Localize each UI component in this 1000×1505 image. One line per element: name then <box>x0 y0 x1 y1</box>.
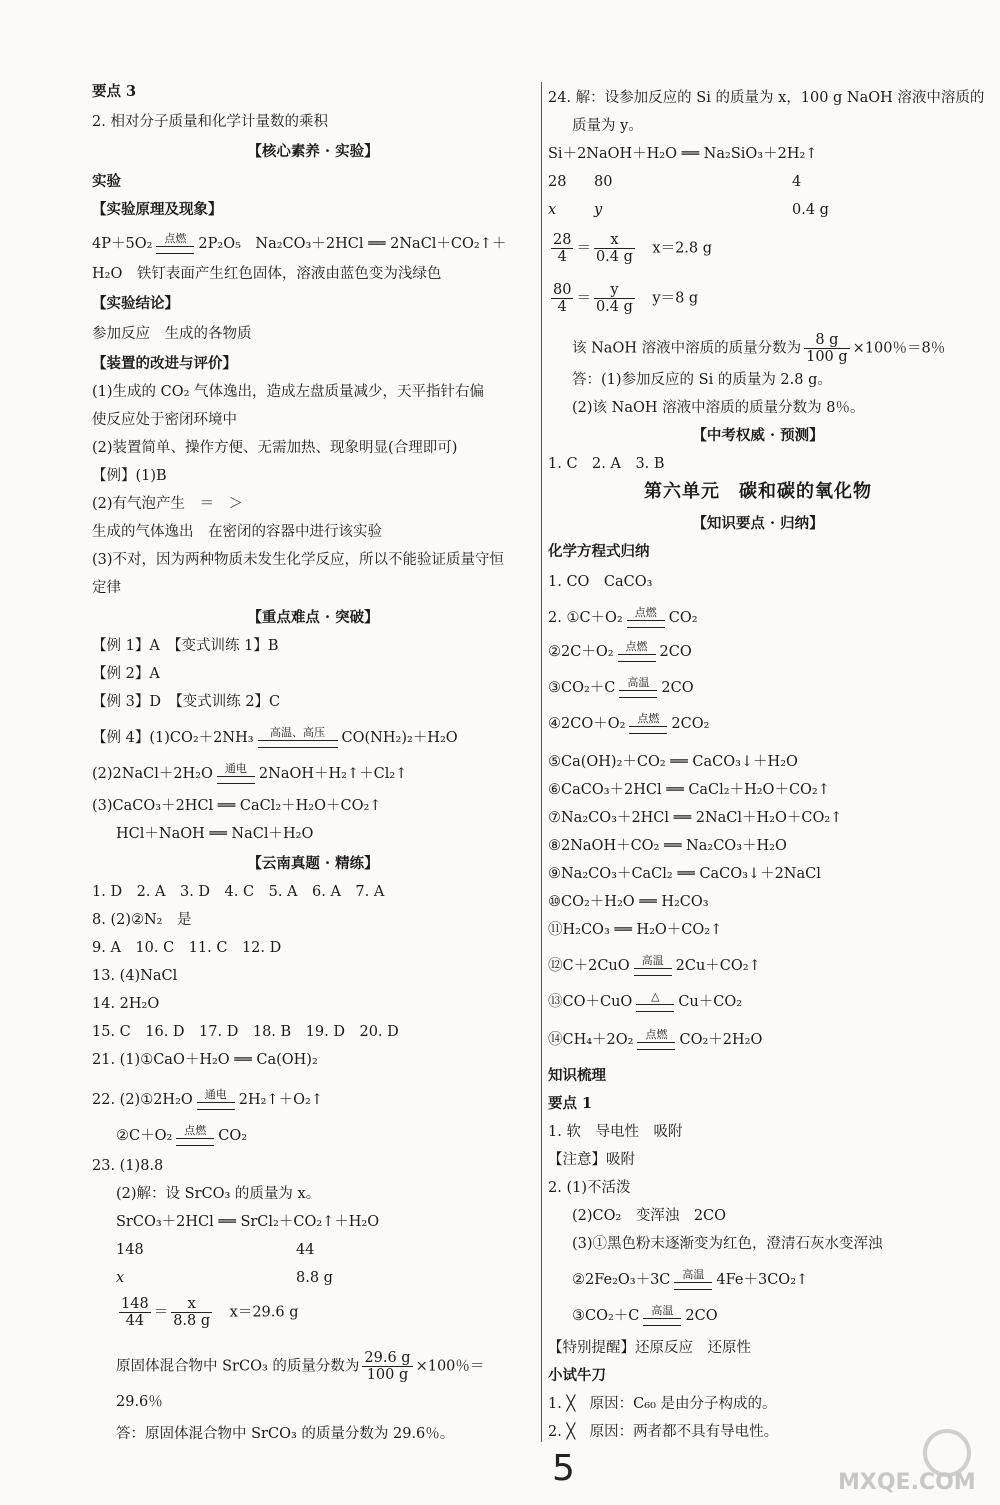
text-line: (2)该 NaOH 溶液中溶质的质量分数为 8％。 <box>572 400 865 416</box>
fraction: $\frac{8 g}{100 g}$ <box>806 332 848 365</box>
answer-line: 1. D 2. A 3. D 4. C 5. A 6. A 7. A <box>92 884 385 900</box>
section-heading: 化学方程式归纳 <box>548 543 650 560</box>
equation-line: ⑬CO＋CuO △ Cu＋CO₂ <box>548 990 743 1010</box>
text-line: 【特别提醒】还原反应 还原性 <box>548 1340 751 1356</box>
watermark-logo <box>832 1425 982 1495</box>
answer-line: 2. (1)不活泼 <box>548 1180 631 1196</box>
proportion-line: $\frac{148}{44}$ ＝ $\frac{x}{8.8 g}$ x＝29.6 g <box>121 1296 299 1329</box>
section-heading: 【装置的改进与评价】 <box>92 355 237 372</box>
answer-line: 2. ╳ 原因：两者都不具有导电性。 <box>548 1424 779 1440</box>
equation-line: ⑭CH₄＋2O₂ 点燃 CO₂＋2H₂O <box>548 1028 763 1048</box>
text-line: H₂O 铁钉表面产生红色固体，溶液由蓝色变为浅绿色 <box>92 266 442 282</box>
section-heading: 小试牛刀 <box>548 1367 606 1384</box>
text-line: (2)有气泡产生 ＝ ＞ <box>92 496 244 512</box>
mass-row: 148 44 <box>116 1242 315 1258</box>
reaction-condition: 高温、高压 <box>258 726 338 748</box>
text-line: (3)不对，因为两种物质未发生化学反应，所以不能验证质量守恒 <box>92 552 505 568</box>
section-heading: 【实验原理及现象】 <box>92 201 223 218</box>
fraction: $\frac{x}{0.4 g}$ <box>595 232 633 265</box>
section-heading: 实验 <box>92 173 121 190</box>
answer-line: 1. CO CaCO₃ <box>548 574 653 590</box>
fraction: $\frac{29.6 g}{100 g}$ <box>364 1350 411 1383</box>
equation-line: 【例 4】(1)CO₂＋2NH₃ 高温、高压 CO(NH₂)₂＋H₂O <box>92 726 458 746</box>
equation-line: ③CO₂＋C 高温 2CO <box>548 676 694 696</box>
column-divider <box>541 82 542 1442</box>
equation-line: ⑧2NaOH＋CO₂ ══ Na₂CO₃＋H₂O <box>548 838 787 854</box>
equation-line: ⑦Na₂CO₃＋2HCl ══ 2NaCl＋H₂O＋CO₂↑ <box>548 810 843 826</box>
answer-line: 1. C 2. A 3. B <box>548 456 665 472</box>
equation-line: Si＋2NaOH＋H₂O ══ Na₂SiO₃＋2H₂↑ <box>548 146 818 162</box>
answer-line: 8. (2)②N₂ 是 <box>92 912 192 928</box>
equation-line: 2. ①C＋O₂ 点燃 CO₂ <box>548 606 698 626</box>
text-line: 参加反应 生成的各物质 <box>92 326 252 342</box>
equation-line: ④2CO＋O₂ 点燃 2CO₂ <box>548 712 710 732</box>
equation-line: ⑪H₂CO₃ ══ H₂O＋CO₂↑ <box>548 922 723 938</box>
section-heading: 要点 1 <box>548 1095 593 1112</box>
text-line: 【例 1】A 【变式训练 1】B <box>92 638 279 654</box>
fraction: $\frac{x}{8.8 g}$ <box>173 1296 211 1329</box>
mass-row: 28 80 4 <box>548 174 802 190</box>
section-title: 【中考权威 · 预测】 <box>692 427 824 444</box>
answer-line: 21. (1)①CaO＋H₂O ══ Ca(OH)₂ <box>92 1052 318 1068</box>
answer-line: 14. 2H₂O <box>92 996 160 1012</box>
equation-line: ⑫C＋2CuO 高温 2Cu＋CO₂↑ <box>548 954 761 974</box>
proportion-line: $\frac{80}{4}$ ＝ $\frac{y}{0.4 g}$ y＝8 g <box>553 282 699 315</box>
mass-row: x y 0.4 g <box>548 202 829 218</box>
text-line: 生成的气体逸出 在密闭的容器中进行该实验 <box>92 524 382 540</box>
reaction-condition: 高温 <box>634 954 672 976</box>
text-line: 29.6％ <box>116 1394 163 1410</box>
text-line: 质量为 y。 <box>572 118 643 134</box>
section-heading: 要点 3 <box>92 83 137 100</box>
fraction: $\frac{y}{0.4 g}$ <box>595 282 633 315</box>
answer-line: 13. (4)NaCl <box>92 968 178 984</box>
equation-line: ②C＋O₂ 点燃 CO₂ <box>116 1124 248 1144</box>
text-line: 答：(1)参加反应的 Si 的质量为 2.8 g。 <box>572 372 832 388</box>
equation-line: 4P＋5O₂ 点燃 2P₂O₅ Na₂CO₃＋2HCl ══ 2NaCl＋CO₂↑＋ <box>92 232 507 252</box>
text-line: 2. 相对分子质量和化学计量数的乘积 <box>92 114 328 130</box>
answer-line: 9. A 10. C 11. C 12. D <box>92 940 282 956</box>
equation-line: ⑩CO₂＋H₂O ══ H₂CO₃ <box>548 894 709 910</box>
equation-line: (2)2NaCl＋2H₂O 通电 2NaOH＋H₂↑＋Cl₂↑ <box>92 762 408 782</box>
equation-line: ③CO₂＋C 高温 2CO <box>572 1304 718 1324</box>
equation-line: 22. (2)①2H₂O 通电 2H₂↑＋O₂↑ <box>92 1088 323 1108</box>
answer-line: 15. C 16. D 17. D 18. B 19. D 20. D <box>92 1024 399 1040</box>
fraction: $\frac{28}{4}$ <box>553 232 572 265</box>
section-title: 【重点难点 · 突破】 <box>247 609 379 626</box>
reaction-condition: 高温 <box>674 1268 712 1290</box>
text-line: 【例 3】D 【变式训练 2】C <box>92 694 281 710</box>
mass-row: x 8.8 g <box>116 1270 333 1286</box>
text-line: 定律 <box>92 580 121 596</box>
reaction-condition: △ <box>636 990 674 1012</box>
text-line: 【例】(1)B <box>92 468 167 484</box>
answer-line: 1. 软 导电性 吸附 <box>548 1124 683 1140</box>
reaction-condition: 通电 <box>197 1088 235 1110</box>
proportion-line: $\frac{28}{4}$ ＝ $\frac{x}{0.4 g}$ x＝2.8 g <box>553 232 713 265</box>
section-title: 【知识要点 · 归纳】 <box>692 515 824 532</box>
text-line: 该 NaOH 溶液中溶质的质量分数为 $\frac{8 g}{100 g}$ ×100％＝8％ <box>572 332 946 365</box>
section-title: 【核心素养 · 实验】 <box>247 143 379 160</box>
reaction-condition: 点燃 <box>627 606 665 628</box>
equation-line: ⑤Ca(OH)₂＋CO₂ ══ CaCO₃↓＋H₂O <box>548 754 798 770</box>
answer-line: 1. ╳ 原因：C₆₀ 是由分子构成的。 <box>548 1396 777 1412</box>
reaction-condition: 点燃 <box>637 1028 675 1050</box>
answer-line: (3)①黑色粉末逐渐变为红色，澄清石灰水变浑浊 <box>572 1236 883 1252</box>
section-heading: 【实验结论】 <box>92 295 179 312</box>
text-line: 【注意】吸附 <box>548 1152 635 1168</box>
text-line: (3)CaCO₃＋2HCl ══ CaCl₂＋H₂O＋CO₂↑ <box>92 798 382 814</box>
reaction-condition: 点燃 <box>629 712 667 734</box>
section-title: 【云南真题 · 精练】 <box>247 855 379 872</box>
reaction-condition: 通电 <box>217 762 255 784</box>
reaction-condition: 高温 <box>619 676 657 698</box>
section-heading: 知识梳理 <box>548 1067 606 1084</box>
fraction: $\frac{80}{4}$ <box>553 282 572 315</box>
text-line: 24. 解：设参加反应的 Si 的质量为 x，100 g NaOH 溶液中溶质的 <box>548 90 985 106</box>
text-line: 使反应处于密闭环境中 <box>92 412 237 428</box>
fraction: $\frac{148}{44}$ <box>121 1296 149 1329</box>
text-line: (2)装置简单、操作方便、无需加热、现象明显(合理即可) <box>92 440 458 456</box>
text-line: 原固体混合物中 SrCO₃ 的质量分数为 $\frac{29.6 g}{100 g}$ ×100％＝ <box>116 1350 485 1383</box>
reaction-condition: 点燃 <box>618 640 656 662</box>
unit-title: 第六单元 碳和碳的氧化物 <box>644 481 872 502</box>
equation-line: ②2Fe₂O₃＋3C 高温 4Fe＋3CO₂↑ <box>572 1268 809 1288</box>
text-line: 【例 2】A <box>92 666 160 682</box>
reaction-condition: 点燃 <box>176 1124 214 1146</box>
equation-line: ②2C＋O₂ 点燃 2CO <box>548 640 692 660</box>
answer-line: (2)CO₂ 变浑浊 2CO <box>572 1208 727 1224</box>
reaction-condition: 点燃 <box>156 232 194 254</box>
watermark-text: MXQE.COM <box>838 1470 976 1495</box>
text-line: HCl＋NaOH ══ NaCl＋H₂O <box>116 826 314 842</box>
reaction-condition: 高温 <box>643 1304 681 1326</box>
text-line: (1)生成的 CO₂ 气体逸出，造成左盘质量减少，天平指针右偏 <box>92 384 485 400</box>
equation-line: ⑥CaCO₃＋2HCl ══ CaCl₂＋H₂O＋CO₂↑ <box>548 782 830 798</box>
equation-line: SrCO₃＋2HCl ══ SrCl₂＋CO₂↑＋H₂O <box>116 1214 380 1230</box>
equation-line: ⑨Na₂CO₃＋CaCl₂ ══ CaCO₃↓＋2NaCl <box>548 866 821 882</box>
page-number: 5 <box>552 1448 575 1489</box>
text-line: (2)解：设 SrCO₃ 的质量为 x。 <box>116 1186 321 1202</box>
answer-line: 23. (1)8.8 <box>92 1158 164 1174</box>
text-line: 答：原固体混合物中 SrCO₃ 的质量分数为 29.6％。 <box>116 1426 455 1442</box>
